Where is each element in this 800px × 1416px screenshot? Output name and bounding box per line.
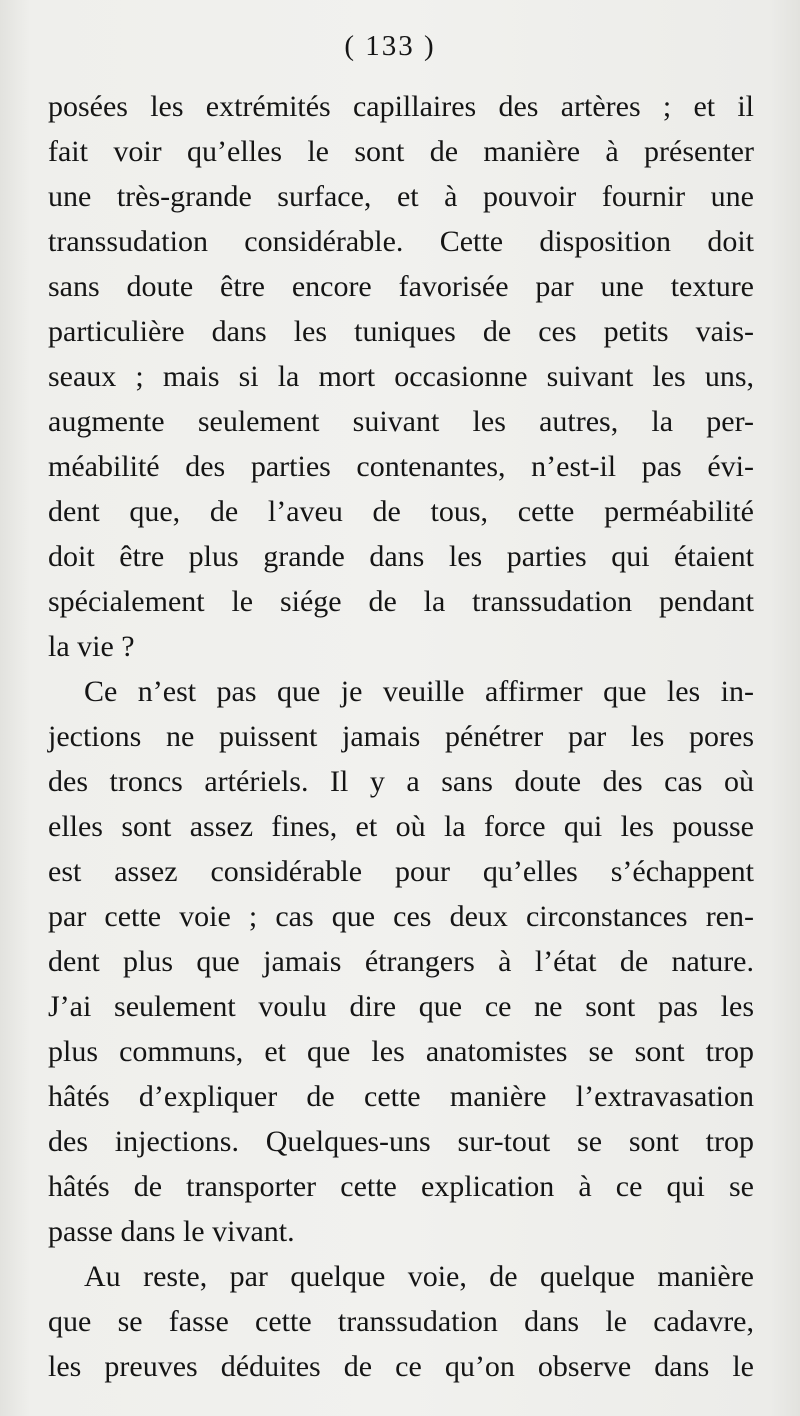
text-line: fait voir qu’elles le sont de manière à présenter [48,135,754,168]
text-line: une très-grande surface, et à pouvoir fournir une [48,180,754,213]
text-line: elles sont assez fines, et où la force qui les pousse [48,810,754,843]
text-line: J’ai seulement voulu dire que ce ne sont pas les [48,990,754,1023]
text-line: dent que, de l’aveu de tous, cette perméabilité [48,495,754,528]
text-line: transsudation considérable. Cette disposition doit [48,225,754,258]
text-line: est assez considérable pour qu’elles s’échappent [48,855,754,888]
text-line: plus communs, et que les anatomistes se sont trop [48,1035,754,1068]
text-line: sans doute être encore favorisée par une texture [48,270,754,303]
text-line: passe dans le vivant. [48,1215,295,1248]
text-line: que se fasse cette transsudation dans le cadavre, [48,1305,754,1338]
paragraph-first-line: Au reste, par quelque voie, de quelque manière [84,1260,754,1293]
text-line: posées les extrémités capillaires des artères ; et il [48,90,754,123]
text-line: augmente seulement suivant les autres, la per- [48,405,754,438]
text-line: la vie ? [48,630,135,663]
text-line: seaux ; mais si la mort occasionne suivant les uns, [48,360,754,393]
page-number: ( 133 ) [344,30,436,62]
text-line: méabilité des parties contenantes, n’est-il pas évi- [48,450,754,483]
paragraph-first-line: Ce n’est pas que je veuille affirmer que les in- [84,675,754,708]
text-line: spécialement le siége de la transsudation pendant [48,585,754,618]
text-line: des troncs artériels. Il y a sans doute des cas où [48,765,754,798]
text-line: les preuves déduites de ce qu’on observe dans le [48,1350,754,1383]
text-line: hâtés de transporter cette explication à ce qui se [48,1170,754,1203]
text-line: hâtés d’expliquer de cette manière l’extravasation [48,1080,754,1113]
text-line: dent plus que jamais étrangers à l’état de nature. [48,945,754,978]
text-line: par cette voie ; cas que ces deux circonstances ren- [48,900,754,933]
text-line: particulière dans les tuniques de ces petits vais- [48,315,754,348]
text-line: des injections. Quelques-uns sur-tout se sont trop [48,1125,754,1158]
text-line: jections ne puissent jamais pénétrer par les pores [48,720,754,753]
text-line: doit être plus grande dans les parties qui étaient [48,540,754,573]
